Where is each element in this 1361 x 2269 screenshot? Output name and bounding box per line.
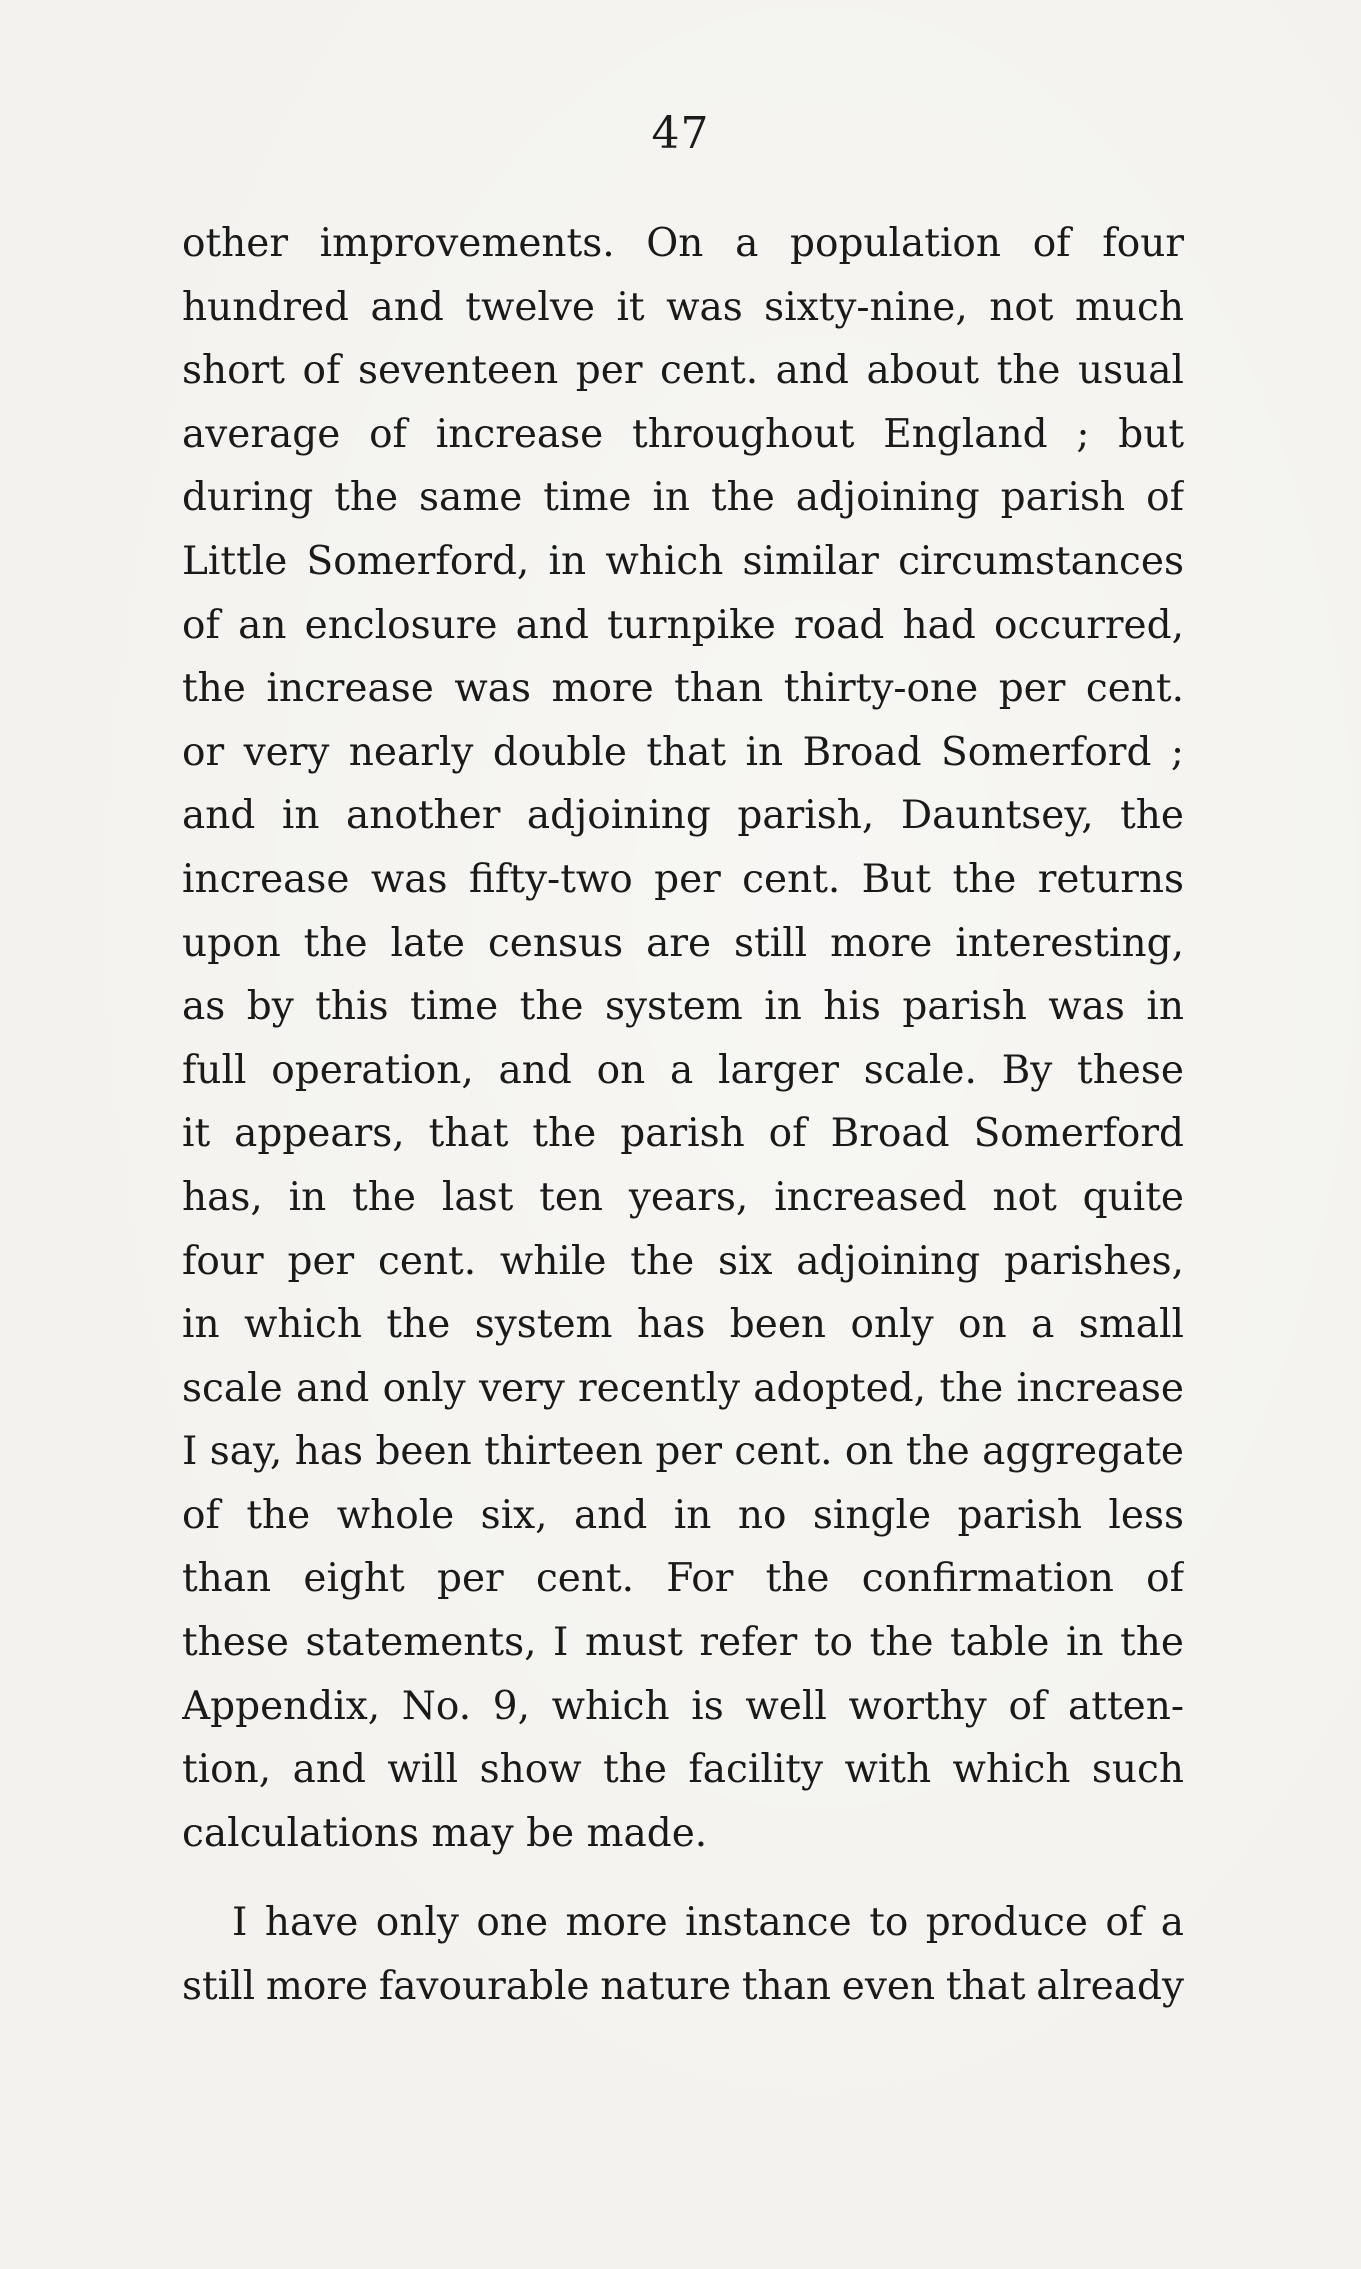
text-line: calculations may be made. bbox=[182, 1810, 708, 1856]
text-line: I say, has been thirteen per cent. on the aggregate bbox=[182, 1429, 1184, 1475]
text-line: as by this time the system in his parish was in bbox=[182, 984, 1184, 1030]
text-line: scale and only very recently adopted, the increase bbox=[182, 1365, 1184, 1411]
text-line: still more favourable nature than even that already bbox=[182, 1964, 1184, 2010]
text-line: in which the system has been only on a small bbox=[182, 1302, 1184, 1348]
text-line: Appendix, No. 9, which is well worthy of atten- bbox=[182, 1683, 1184, 1729]
paragraph-gap bbox=[182, 1865, 1184, 1891]
text-line: upon the late census are still more interesting, bbox=[182, 920, 1184, 966]
text-line: hundred and twelve it was sixty-nine, not much bbox=[182, 284, 1184, 330]
paragraph bbox=[182, 1891, 1184, 2018]
text-line: four per cent. while the six adjoining parishes, bbox=[182, 1238, 1184, 1284]
text-line: Little Somerford, in which similar circumstances bbox=[182, 538, 1184, 584]
text-line: increase was fifty-two per cent. But the returns bbox=[182, 856, 1184, 902]
text-line: of an enclosure and turnpike road had occurred, bbox=[182, 602, 1184, 648]
body-text bbox=[182, 212, 1184, 2019]
text-line: than eight per cent. For the confirmation of bbox=[182, 1556, 1184, 1602]
paragraph bbox=[182, 212, 1184, 1865]
text-line: tion, and will show the facility with which such bbox=[182, 1747, 1184, 1793]
text-line: it appears, that the parish of Broad Somerford bbox=[182, 1111, 1184, 1157]
text-line: of the whole six, and in no single parish less bbox=[182, 1492, 1184, 1538]
text-line: full operation, and on a larger scale. By these bbox=[182, 1047, 1184, 1093]
text-line: other improvements. On a population of four bbox=[182, 221, 1184, 266]
text-line: I have only one more instance to produce of a bbox=[232, 1900, 1184, 1946]
page-number: 47 bbox=[651, 108, 710, 159]
text-line: and in another adjoining parish, Dauntsey, the bbox=[182, 793, 1184, 839]
text-line: or very nearly double that in Broad Somerford ; bbox=[182, 729, 1184, 775]
text-line: during the same time in the adjoining parish of bbox=[182, 475, 1184, 521]
text-line: the increase was more than thirty-one per cent. bbox=[182, 666, 1184, 712]
text-line: these statements, I must refer to the table in the bbox=[182, 1620, 1184, 1666]
text-line: average of increase throughout England ; but bbox=[182, 411, 1184, 457]
text-line: has, in the last ten years, increased not quite bbox=[182, 1174, 1184, 1220]
text-line: short of seventeen per cent. and about the usual bbox=[182, 348, 1184, 394]
